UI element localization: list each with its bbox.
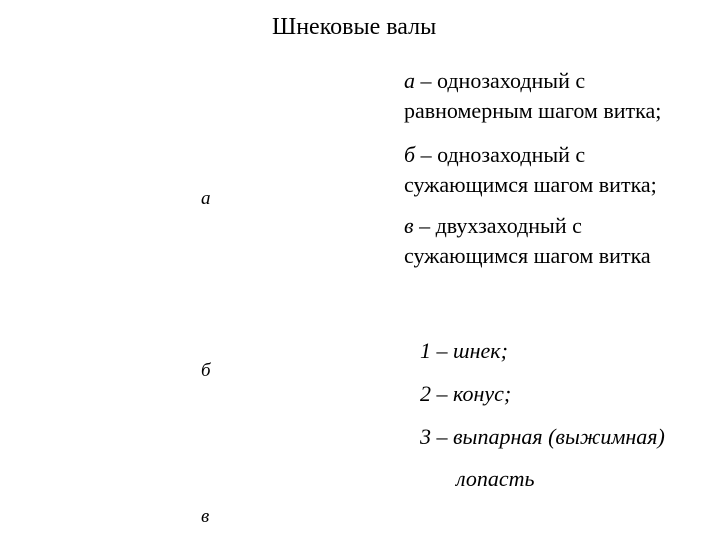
variant-a-line2: равномерным шагом витка;	[404, 98, 662, 123]
variant-b-description	[404, 140, 657, 200]
variant-a-separator: –	[415, 68, 437, 93]
page-title: Шнековые валы	[272, 14, 437, 40]
variant-c-line1: двухзаходный с	[435, 213, 582, 238]
variant-a-line1: однозаходный с	[437, 68, 586, 93]
variant-b-line2: сужающимся шагом витка;	[404, 172, 657, 197]
variant-c-description	[404, 211, 651, 271]
variant-c-line2: сужающимся шагом витка	[404, 243, 651, 268]
figure-label-b: б	[201, 360, 211, 381]
part-cone: 2 – конус;	[420, 381, 512, 406]
figure-label-a: а	[201, 188, 211, 209]
variant-b-letter: б	[404, 142, 416, 167]
part-blade: 3 – выпарная (выжимная)	[420, 424, 665, 449]
figure-label-c: в	[201, 506, 210, 527]
variant-a-letter: а	[404, 68, 415, 93]
variant-c-letter: в	[404, 213, 414, 238]
part-auger: 1 – шнек;	[420, 338, 508, 363]
part-blade-continuation: лопасть	[456, 466, 535, 491]
variant-c-separator: –	[413, 213, 436, 238]
variant-b-line1: однозаходный с	[437, 142, 586, 167]
variant-a-description	[404, 66, 661, 126]
variant-b-separator: –	[415, 142, 438, 167]
